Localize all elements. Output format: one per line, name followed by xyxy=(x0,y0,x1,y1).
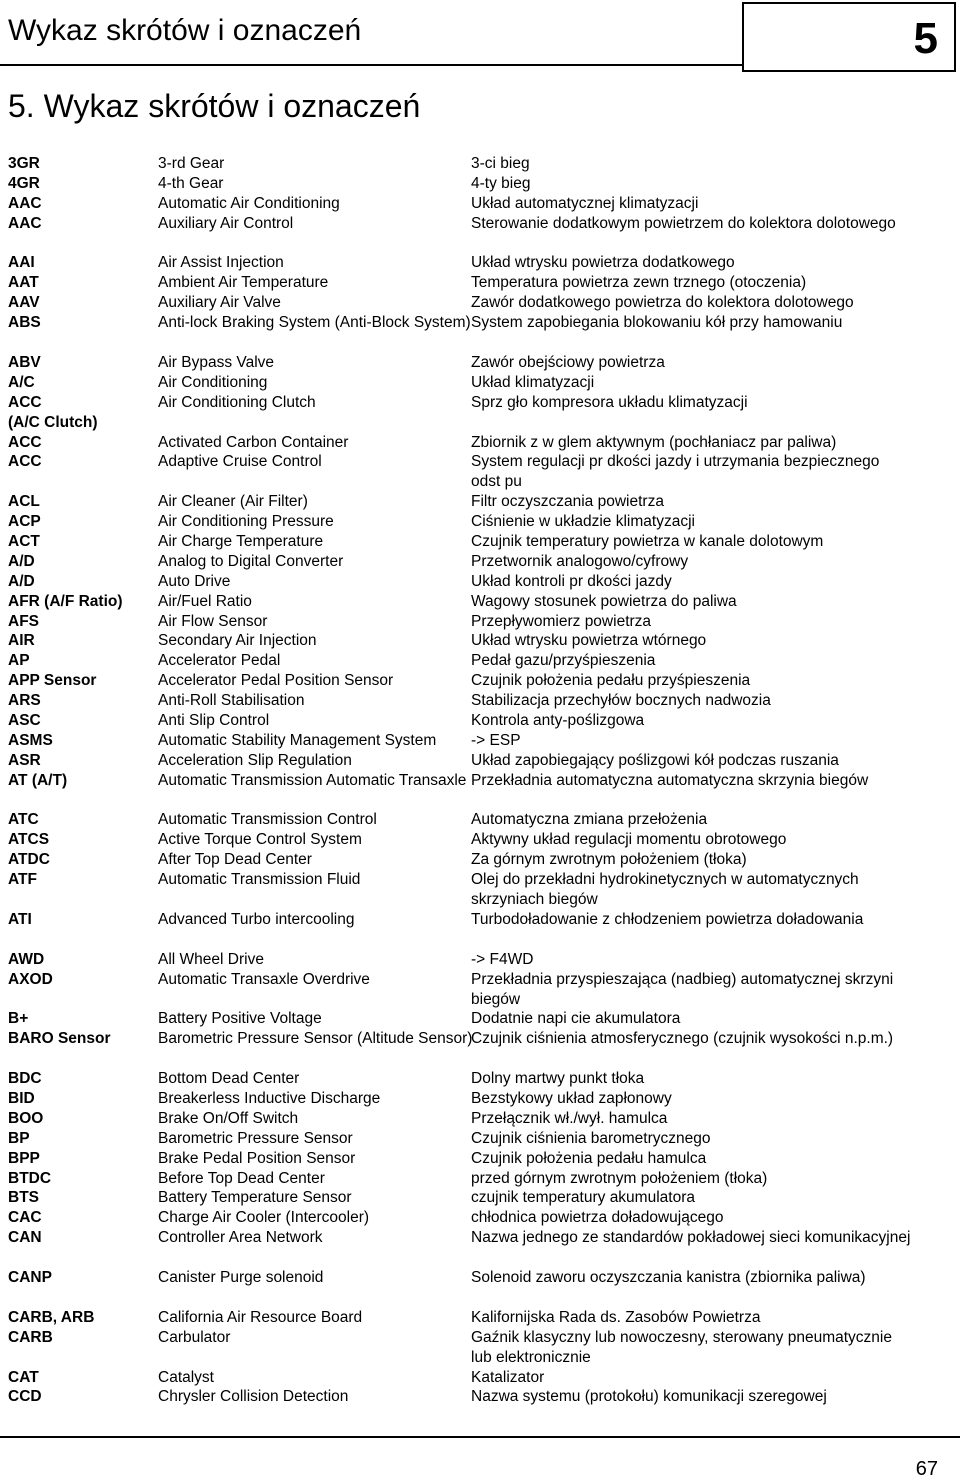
table-row xyxy=(8,651,948,671)
polish-term-cell: Dolny martwy punkt tłoka xyxy=(471,1070,645,1088)
table-row xyxy=(8,751,948,771)
abbreviation-cell: ARS xyxy=(8,692,41,710)
table-row xyxy=(8,950,948,970)
abbreviation-cell: (A/C Clutch) xyxy=(8,413,98,431)
english-term-cell: Brake On/Off Switch xyxy=(158,1109,299,1127)
polish-term-cell: Układ automatycznej klimatyzacji xyxy=(471,194,699,212)
chapter-number: 5 xyxy=(913,14,938,63)
polish-term-cell: Czujnik temperatury powietrza w kanale dolotowym xyxy=(471,532,824,550)
english-term-cell: Catalyst xyxy=(158,1368,214,1386)
english-term-cell: Chrysler Collision Detection xyxy=(158,1388,349,1406)
polish-term-cell: Zawór obejściowy powietrza xyxy=(471,353,665,371)
english-term-cell: Ambient Air Temperature xyxy=(158,274,329,292)
polish-term-cell: Temperatura powietrza zewn trznego (otoczenia) xyxy=(471,274,807,292)
abbreviation-cell: ATF xyxy=(8,871,37,889)
polish-term-cell: Czujnik położenia pedału hamulca xyxy=(471,1149,707,1167)
table-row xyxy=(8,433,948,453)
abbreviation-cell: ATCS xyxy=(8,831,50,849)
english-term-cell: All Wheel Drive xyxy=(158,950,264,968)
table-row xyxy=(8,810,948,830)
table-row xyxy=(8,1009,948,1029)
abbreviation-cell: B+ xyxy=(8,1010,29,1028)
table-row xyxy=(8,1328,948,1368)
english-term-cell: Bottom Dead Center xyxy=(158,1070,300,1088)
polish-term-cell: Czujnik położenia pedału przyśpieszenia xyxy=(471,672,751,690)
table-row xyxy=(8,353,948,373)
table-row xyxy=(8,1109,948,1129)
english-term-cell: Air Conditioning Clutch xyxy=(158,393,316,411)
abbreviation-cell: CANP xyxy=(8,1269,52,1287)
english-term-cell: Air Charge Temperature xyxy=(158,532,324,550)
english-term-cell: Accelerator Pedal xyxy=(158,652,281,670)
table-row xyxy=(8,413,948,433)
polish-term-cell: chłodnica powietrza doładowującego xyxy=(471,1209,724,1227)
english-term-cell: Barometric Pressure Sensor (Altitude Sensor) xyxy=(158,1030,473,1048)
table-row xyxy=(8,572,948,592)
abbreviation-cell: A/D xyxy=(8,552,35,570)
table-row xyxy=(8,154,948,174)
english-term-cell: Air Conditioning xyxy=(158,373,268,391)
english-term-cell: Auxiliary Air Valve xyxy=(158,294,281,312)
english-term-cell: Secondary Air Injection xyxy=(158,632,317,650)
polish-term-cell: Kalifornijska Rada ds. Zasobów Powietrza xyxy=(471,1308,761,1326)
polish-term-cell: Aktywny układ regulacji momentu obrotowego xyxy=(471,831,787,849)
polish-term-cell: Turbodoładowanie z chłodzeniem powietrza doładowania xyxy=(471,910,864,928)
table-row xyxy=(8,373,948,393)
abbreviation-cell: AAV xyxy=(8,294,40,312)
english-term-cell: Automatic Transaxle Overdrive xyxy=(158,970,370,988)
polish-term-cell: Stabilizacja przechyłów bocznych nadwozia xyxy=(471,692,771,710)
abbreviation-cell: CAN xyxy=(8,1229,42,1247)
english-term-cell: Automatic Transmission Control xyxy=(158,811,377,829)
english-term-cell: Automatic Air Conditioning xyxy=(158,194,340,212)
chapter-tab xyxy=(742,2,956,72)
table-row xyxy=(8,691,948,711)
table-row xyxy=(8,253,948,273)
polish-term-cell: System zapobiegania blokowaniu kół przy hamowaniu xyxy=(471,314,843,332)
polish-term-cell: Układ wtrysku powietrza wtórnego xyxy=(471,632,707,650)
polish-term-cell: Czujnik ciśnienia atmosferycznego (czujnik wysokości n.p.m.) xyxy=(471,1030,894,1048)
english-term-cell: Auto Drive xyxy=(158,572,231,590)
polish-term-cell: Solenoid zaworu oczyszczania kanistra (zbiornika paliwa) xyxy=(471,1269,866,1287)
polish-term-cell: Przepływomierz powietrza xyxy=(471,612,652,630)
english-term-cell: California Air Resource Board xyxy=(158,1308,363,1326)
abbreviation-cell: A/C xyxy=(8,373,35,391)
polish-term-cell: Filtr oczyszczania powietrza xyxy=(471,493,664,511)
abbreviation-cell: AAC xyxy=(8,194,42,212)
abbreviation-cell: AAT xyxy=(8,274,39,292)
abbreviation-cell: ATI xyxy=(8,910,32,928)
table-row xyxy=(8,273,948,293)
abbreviation-cell: AXOD xyxy=(8,970,53,988)
english-term-cell: Air Cleaner (Air Filter) xyxy=(158,493,308,511)
polish-term-cell: 4-ty bieg xyxy=(471,174,531,192)
english-term-cell: Anti-Roll Stabilisation xyxy=(158,692,305,710)
table-row xyxy=(8,194,948,214)
english-term-cell: Breakerless Inductive Discharge xyxy=(158,1089,381,1107)
polish-term-cell: Układ wtrysku powietrza dodatkowego xyxy=(471,254,735,272)
polish-term-cell: Pedał gazu/przyśpieszenia xyxy=(471,652,656,670)
table-row xyxy=(8,1228,948,1268)
abbreviation-cell: ASR xyxy=(8,751,41,769)
polish-term-cell: Za górnym zwrotnym położeniem (tłoka) xyxy=(471,851,747,869)
abbreviation-cell: AFS xyxy=(8,612,39,630)
abbreviation-cell: BTS xyxy=(8,1189,39,1207)
abbreviation-cell: CARB xyxy=(8,1328,53,1346)
table-row xyxy=(8,1268,948,1308)
table-row xyxy=(8,1089,948,1109)
abbreviation-cell: BP xyxy=(8,1129,30,1147)
english-term-cell: Anti-lock Braking System (Anti-Block System) xyxy=(158,314,471,332)
abbreviation-cell: 3GR xyxy=(8,155,40,172)
english-term-cell: Anti Slip Control xyxy=(158,711,270,729)
english-term-cell: Analog to Digital Converter xyxy=(158,552,344,570)
english-term-cell: Barometric Pressure Sensor xyxy=(158,1129,353,1147)
english-term-cell: Adaptive Cruise Control xyxy=(158,453,322,471)
abbreviation-cell: APP Sensor xyxy=(8,672,97,690)
english-term-cell: Auxiliary Air Control xyxy=(158,214,294,232)
english-term-cell: Automatic Stability Management System xyxy=(158,731,437,749)
english-term-cell: Canister Purge solenoid xyxy=(158,1269,324,1287)
english-term-cell: Accelerator Pedal Position Sensor xyxy=(158,672,394,690)
abbreviation-cell: AWD xyxy=(8,950,45,968)
polish-term-cell: Przekładnia przyspieszająca (nadbieg) automatycznej skrzyni biegów xyxy=(471,970,894,1008)
polish-term-cell: Dodatnie napi cie akumulatora xyxy=(471,1010,681,1028)
english-term-cell: Carbulator xyxy=(158,1328,231,1346)
abbreviation-table xyxy=(8,154,948,1407)
table-row xyxy=(8,1169,948,1189)
abbreviation-cell: ABV xyxy=(8,353,41,371)
table-row xyxy=(8,512,948,532)
abbreviation-cell: ABS xyxy=(8,314,41,332)
polish-term-cell: Katalizator xyxy=(471,1368,545,1386)
abbreviation-cell: AFR (A/F Ratio) xyxy=(8,592,123,610)
table-row xyxy=(8,1069,948,1089)
table-row xyxy=(8,870,948,910)
polish-term-cell: Układ klimatyzacji xyxy=(471,373,595,391)
table-row xyxy=(8,492,948,512)
table-row xyxy=(8,631,948,651)
table-row xyxy=(8,1368,948,1388)
table-row xyxy=(8,174,948,194)
abbreviation-cell: AP xyxy=(8,652,30,670)
english-term-cell: Controller Area Network xyxy=(158,1229,323,1247)
table-row xyxy=(8,592,948,612)
polish-term-cell: -> F4WD xyxy=(471,950,534,968)
abbreviation-cell: ASMS xyxy=(8,731,53,749)
english-term-cell: Acceleration Slip Regulation xyxy=(158,751,352,769)
polish-term-cell: Bezstykowy układ zapłonowy xyxy=(471,1089,672,1107)
polish-term-cell: Gaźnik klasyczny lub nowoczesny, sterowany pneumatycznie lub elektronicznie xyxy=(471,1328,892,1366)
polish-term-cell: przed górnym zwrotnym położeniem (tłoka) xyxy=(471,1169,768,1187)
abbreviation-cell: ASC xyxy=(8,711,41,729)
abbreviation-cell: ACT xyxy=(8,532,40,550)
polish-term-cell: Nazwa systemu (protokołu) komunikacji szeregowej xyxy=(471,1388,827,1406)
english-term-cell: Advanced Turbo intercooling xyxy=(158,910,355,928)
table-row xyxy=(8,393,948,413)
abbreviation-cell: BARO Sensor xyxy=(8,1030,111,1048)
polish-term-cell: System regulacji pr dkości jazdy i utrzymania bezpiecznego odst pu xyxy=(471,453,880,491)
table-row xyxy=(8,1188,948,1208)
polish-term-cell: Wagowy stosunek powietrza do paliwa xyxy=(471,592,737,610)
table-row xyxy=(8,612,948,632)
abbreviation-cell: CAT xyxy=(8,1368,39,1386)
english-term-cell: Air Flow Sensor xyxy=(158,612,268,630)
english-term-cell: Battery Positive Voltage xyxy=(158,1010,322,1028)
table-row xyxy=(8,1208,948,1228)
abbreviation-cell: AIR xyxy=(8,632,35,650)
abbreviation-cell: CCD xyxy=(8,1388,42,1406)
english-term-cell: Air Assist Injection xyxy=(158,254,284,272)
polish-term-cell: czujnik temperatury akumulatora xyxy=(471,1189,695,1207)
abbreviation-cell: BTDC xyxy=(8,1169,52,1187)
table-row xyxy=(8,1129,948,1149)
polish-term-cell: Przekładnia automatyczna automatyczna skrzynia biegów xyxy=(471,771,869,789)
polish-term-cell: Sterowanie dodatkowym powietrzem do kolektora dolotowego xyxy=(471,214,896,232)
english-term-cell: Air/Fuel Ratio xyxy=(158,592,252,610)
table-row xyxy=(8,970,948,1010)
abbreviation-cell: BID xyxy=(8,1089,35,1107)
abbreviation-cell: CAC xyxy=(8,1209,42,1227)
english-term-cell: 4-th Gear xyxy=(158,174,224,192)
abbreviation-cell: BPP xyxy=(8,1149,40,1167)
table-row xyxy=(8,532,948,552)
polish-term-cell: Układ zapobiegający poślizgowi kół podczas ruszania xyxy=(471,751,839,769)
abbreviation-cell: ACP xyxy=(8,513,41,531)
table-row xyxy=(8,1029,948,1069)
abbreviation-cell: 4GR xyxy=(8,174,40,192)
page-number: 67 xyxy=(915,1458,938,1480)
polish-term-cell: Olej do przekładni hydrokinetycznych w automatycznych skrzyniach biegów xyxy=(471,871,859,909)
table-row xyxy=(8,850,948,870)
table-row xyxy=(8,731,948,751)
abbreviation-cell: ACC xyxy=(8,433,42,451)
table-row xyxy=(8,313,948,353)
polish-term-cell: Przetwornik analogowo/cyfrowy xyxy=(471,552,689,570)
running-header-title: Wykaz skrótów i oznaczeń xyxy=(8,14,362,47)
polish-term-cell: Ciśnienie w układzie klimatyzacji xyxy=(471,513,695,531)
table-row xyxy=(8,711,948,731)
table-row xyxy=(8,910,948,950)
abbreviation-cell: ATC xyxy=(8,811,39,829)
english-term-cell: Air Conditioning Pressure xyxy=(158,513,334,531)
english-term-cell: 3-rd Gear xyxy=(158,155,225,172)
abbreviation-cell: CARB, ARB xyxy=(8,1308,95,1326)
table-row xyxy=(8,771,948,811)
english-term-cell: Air Bypass Valve xyxy=(158,353,275,371)
polish-term-cell: Zawór dodatkowego powietrza do kolektora dolotowego xyxy=(471,294,854,312)
abbreviation-cell: BDC xyxy=(8,1070,42,1088)
polish-term-cell: -> ESP xyxy=(471,731,521,749)
table-row xyxy=(8,293,948,313)
abbreviation-cell: ACC xyxy=(8,453,42,471)
english-term-cell: Battery Temperature Sensor xyxy=(158,1189,352,1207)
english-term-cell: After Top Dead Center xyxy=(158,851,312,869)
abbreviation-cell: AAI xyxy=(8,254,35,272)
polish-term-cell: Zbiornik z w glem aktywnym (pochłaniacz par paliwa) xyxy=(471,433,837,451)
english-term-cell: Automatic Transmission Automatic Transaxle xyxy=(158,771,467,789)
polish-term-cell: Układ kontroli pr dkości jazdy xyxy=(471,572,672,590)
table-row xyxy=(8,452,948,492)
table-row xyxy=(8,830,948,850)
footer-divider xyxy=(0,1436,960,1438)
table-row xyxy=(8,1308,948,1328)
english-term-cell: Brake Pedal Position Sensor xyxy=(158,1149,356,1167)
polish-term-cell: Sprz gło kompresora układu klimatyzacji xyxy=(471,393,748,411)
english-term-cell: Active Torque Control System xyxy=(158,831,362,849)
polish-term-cell: Przełącznik wł./wył. hamulca xyxy=(471,1109,668,1127)
polish-term-cell: Czujnik ciśnienia barometrycznego xyxy=(471,1129,711,1147)
english-term-cell: Charge Air Cooler (Intercooler) xyxy=(158,1209,370,1227)
abbreviation-cell: A/D xyxy=(8,572,35,590)
polish-term-cell: 3-ci bieg xyxy=(471,155,530,172)
section-title: 5. Wykaz skrótów i oznaczeń xyxy=(8,88,421,124)
abbreviation-cell: BOO xyxy=(8,1109,44,1127)
polish-term-cell: Kontrola anty-poślizgowa xyxy=(471,711,645,729)
english-term-cell: Before Top Dead Center xyxy=(158,1169,325,1187)
abbreviation-cell: AT (A/T) xyxy=(8,771,68,789)
abbreviation-cell: ACC xyxy=(8,393,42,411)
table-row xyxy=(8,671,948,691)
table-row xyxy=(8,552,948,572)
english-term-cell: Automatic Transmission Fluid xyxy=(158,871,361,889)
table-row xyxy=(8,1387,948,1407)
header-divider xyxy=(0,64,742,66)
table-row xyxy=(8,1149,948,1169)
abbreviation-cell: ACL xyxy=(8,493,40,511)
abbreviation-cell: AAC xyxy=(8,214,42,232)
table-row xyxy=(8,214,948,254)
english-term-cell: Activated Carbon Container xyxy=(158,433,349,451)
polish-term-cell: Automatyczna zmiana przełożenia xyxy=(471,811,708,829)
abbreviation-cell: ATDC xyxy=(8,851,50,869)
polish-term-cell: Nazwa jednego ze standardów pokładowej sieci komunikacyjnej xyxy=(471,1229,911,1247)
